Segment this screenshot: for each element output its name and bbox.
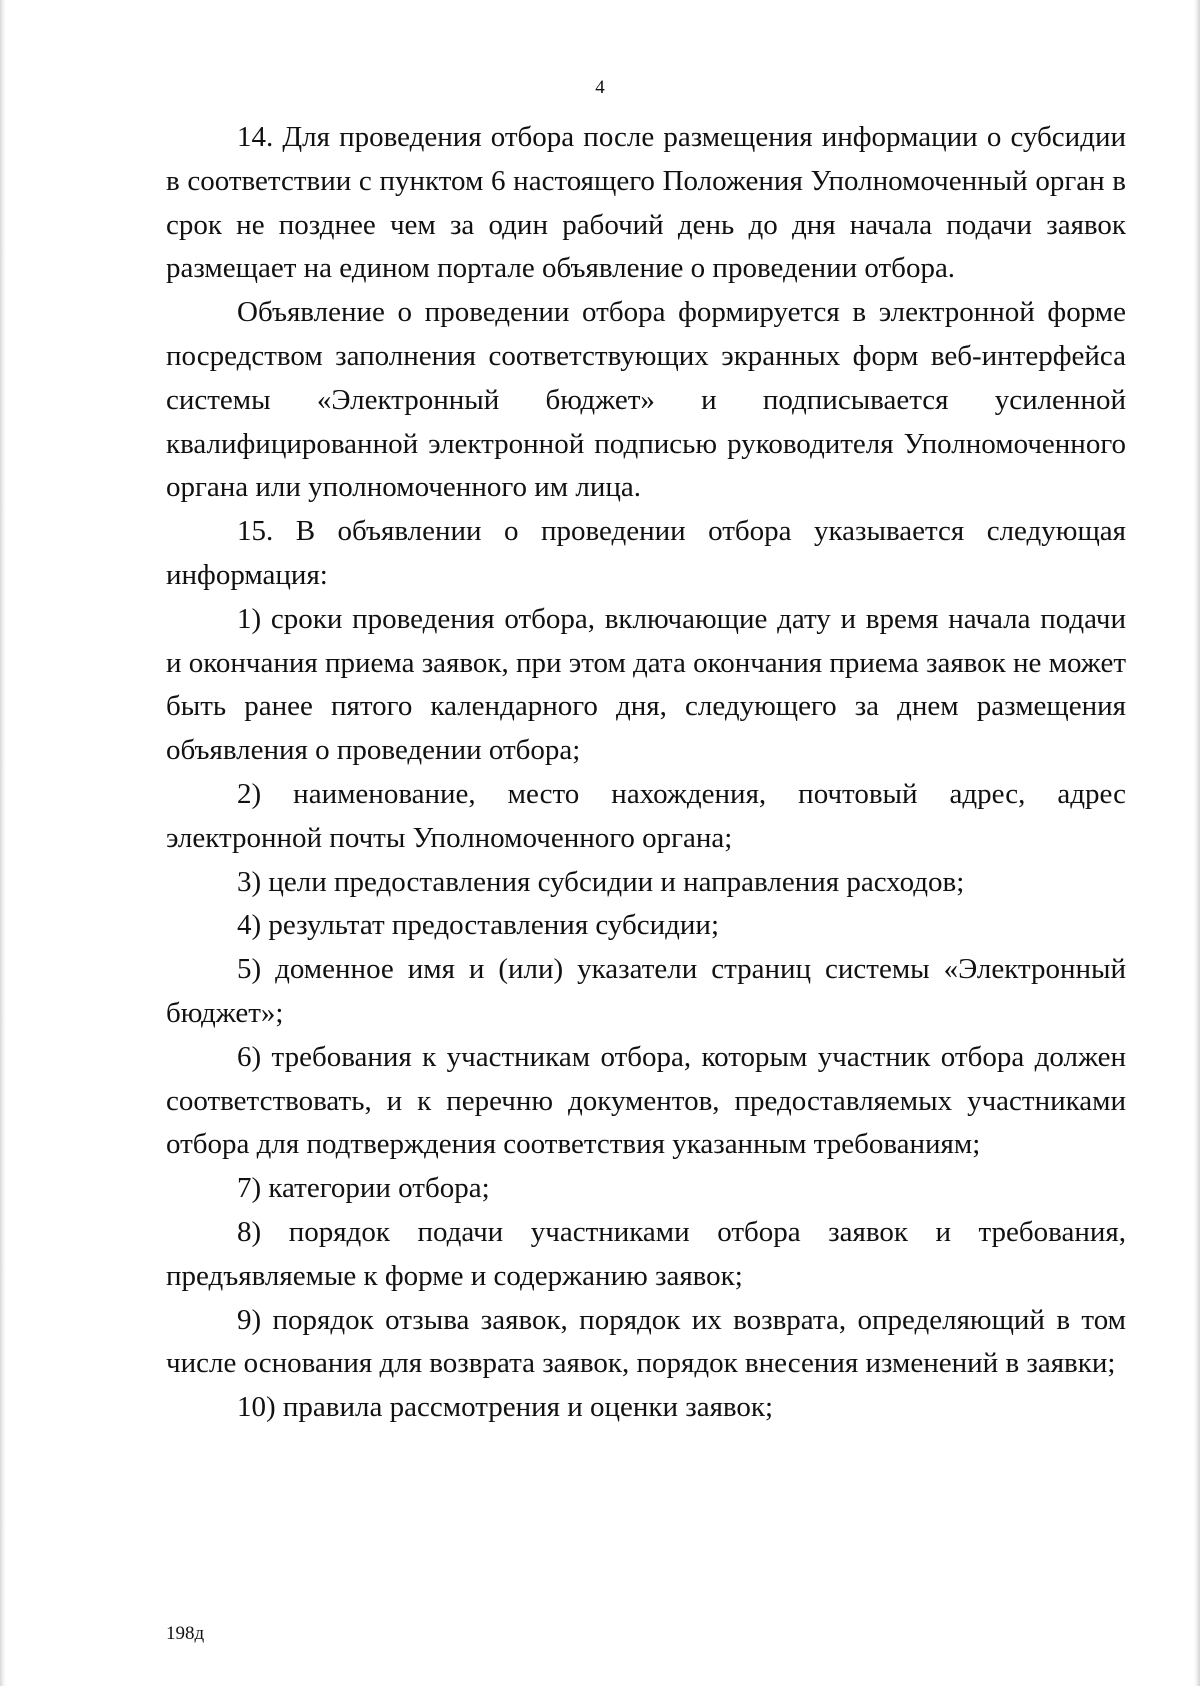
- list-item-10: 10) правила рассмотрения и оценки заявок;: [237, 1391, 774, 1424]
- paragraph-announcement-form: Объявление о проведении отбора формируется в электронной форме посредством заполнения соответствующих экранных форм веб-интерфейса системы «Электронный бюджет» и подписывается усиленной квалифицированной электронной подписью руководителя Уполномоченного органа или уполномоченного им лица.: [166, 296, 1126, 504]
- list-item-2: 2) наименование, место нахождения, почтовый адрес, адрес электронной почты Уполномоченного органа;: [166, 777, 1126, 854]
- scan-edge-right: [1194, 0, 1200, 1686]
- paragraph-15: 15. В объявлении о проведении отбора указывается следующая информация:: [166, 515, 1126, 591]
- list-item-4: 4) результат предоставления субсидии;: [237, 909, 720, 942]
- list-item-7: 7) категории отбора;: [237, 1172, 490, 1205]
- list-item-6: 6) требования к участникам отбора, которым участник отбора должен соответствовать, и к перечню документов, предоставляемых участниками отбора для подтверждения соответствия указанным требованиям;: [166, 1040, 1126, 1161]
- page-number: 4: [595, 77, 605, 98]
- scan-edge-left: [0, 0, 6, 1686]
- list-item-1: 1) сроки проведения отбора, включающие дату и время начала подачи и окончания приема заявок, при этом дата окончания приема заявок не может быть ранее пятого календарного дня, следующего за днем размещения объявления о проведении отбора;: [166, 602, 1126, 767]
- document-code: 198д: [166, 1623, 205, 1644]
- list-item-3: 3) цели предоставления субсидии и направления расходов;: [237, 865, 965, 898]
- list-item-9: 9) порядок отзыва заявок, порядок их возврата, определяющий в том числе основания для возврата заявок, порядок внесения изменений в заявки;: [166, 1303, 1126, 1380]
- list-item-8: 8) порядок подачи участниками отбора заявок и требования, предъявляемые к форме и содержанию заявок;: [166, 1215, 1126, 1292]
- list-item-5: 5) доменное имя и (или) указатели страниц системы «Электронный бюджет»;: [166, 953, 1126, 1029]
- document-body: [166, 116, 1126, 1430]
- paragraph-14: 14. Для проведения отбора после размещения информации о субсидии в соответствии с пунктом 6 настоящего Положения Уполномоченный орган в срок не позднее чем за один рабочий день до дня начала подачи заявок размещает на едином портале объявление о проведении отбора.: [166, 121, 1126, 285]
